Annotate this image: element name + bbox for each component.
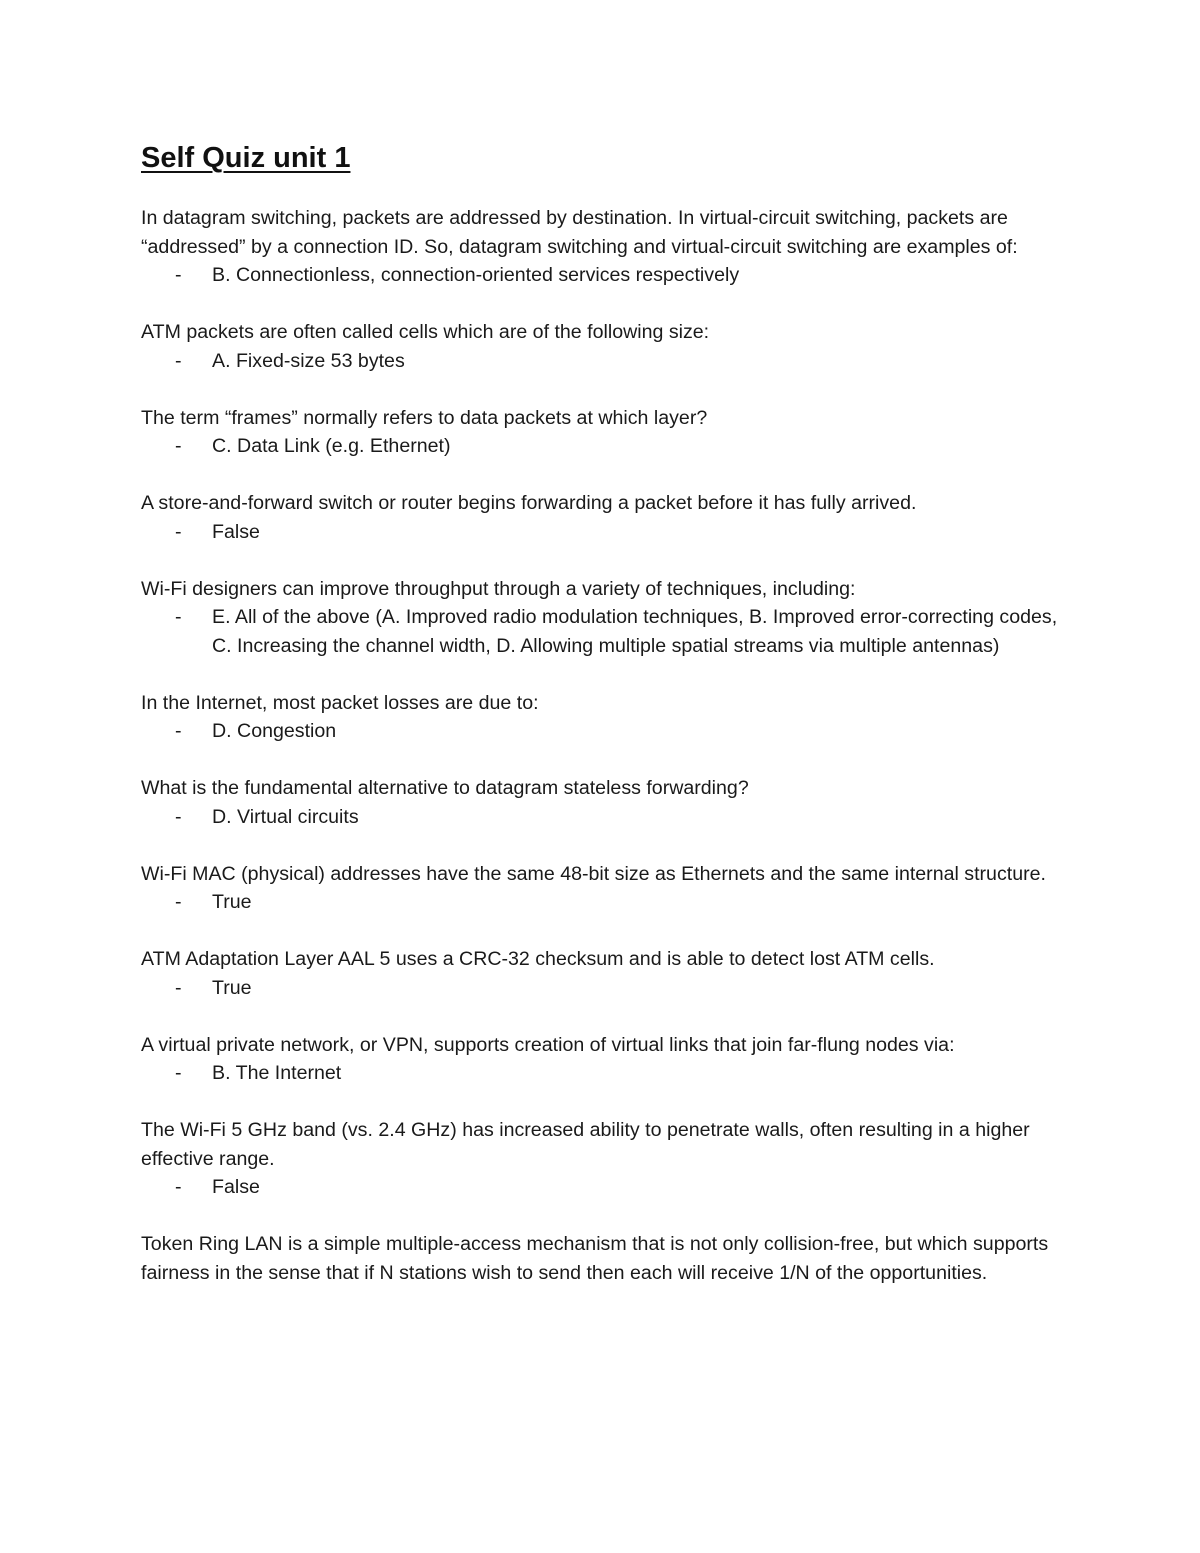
question-text: Wi-Fi designers can improve throughput through a variety of techniques, including:	[141, 577, 856, 600]
answer-text: B. The Internet	[212, 1062, 342, 1084]
bullet-dash: -	[175, 435, 182, 457]
question-text: A virtual private network, or VPN, supports creation of virtual links that join far-flung nodes via:	[141, 1033, 955, 1056]
question-text: Token Ring LAN is a simple multiple-access mechanism that is not only collision-free, but which supports fairness in the sense that if N stations wish to send then each will receive 1/N of the opportunities.	[141, 1233, 1049, 1284]
question-text: The term “frames” normally refers to data packets at which layer?	[141, 406, 708, 429]
bullet-dash: -	[175, 1176, 182, 1198]
answer-text: False	[212, 1176, 260, 1198]
answer-item	[141, 518, 1071, 547]
question-text: The Wi-Fi 5 GHz band (vs. 2.4 GHz) has increased ability to penetrate walls, often resulting in a higher effective range.	[141, 1119, 1030, 1170]
bullet-dash: -	[175, 720, 182, 742]
answer-item	[141, 888, 1071, 917]
quiz-item-8	[141, 860, 1071, 917]
document-title: Self Quiz unit 1	[141, 142, 351, 174]
document-body	[141, 138, 1071, 1316]
answer-item	[141, 347, 1071, 376]
bullet-dash: -	[175, 891, 182, 913]
question-text: A store-and-forward switch or router begins forwarding a packet before it has fully arrived.	[141, 492, 917, 514]
question-text: ATM packets are often called cells which are of the following size:	[141, 321, 710, 343]
quiz-item-9	[141, 945, 1071, 1002]
bullet-dash: -	[175, 520, 182, 543]
answer-text: A. Fixed-size 53 bytes	[212, 349, 405, 372]
question-text: ATM Adaptation Layer AAL 5 uses a CRC-32 checksum and is able to detect lost ATM cells.	[141, 948, 935, 970]
quiz-item-1	[141, 204, 1071, 290]
quiz-item-3	[141, 404, 1071, 461]
answer-item	[141, 1059, 1071, 1088]
answer-text: False	[212, 520, 260, 543]
question-text: Wi-Fi MAC (physical) addresses have the same 48-bit size as Ethernets and the same internal structure.	[141, 862, 1046, 885]
answer-item	[141, 261, 1071, 290]
answer-item	[141, 974, 1071, 1003]
quiz-item-6	[141, 689, 1071, 746]
bullet-dash: -	[175, 606, 182, 628]
answer-text: True	[212, 891, 252, 913]
bullet-dash: -	[175, 349, 182, 372]
question-text: In the Internet, most packet losses are due to:	[141, 691, 539, 714]
answer-text: C. Data Link (e.g. Ethernet)	[212, 435, 451, 457]
question-text: In datagram switching, packets are addressed by destination. In virtual-circuit switching, packets are “addressed” by a connection ID. So, datagram switching and virtual-circuit switching are examples of:	[141, 207, 1018, 258]
quiz-item-4	[141, 489, 1071, 546]
bullet-dash: -	[175, 1062, 182, 1084]
bullet-dash: -	[175, 976, 182, 999]
quiz-item-11	[141, 1116, 1071, 1202]
quiz-item-2	[141, 318, 1071, 375]
quiz-item-12	[141, 1230, 1071, 1287]
answer-item	[141, 803, 1071, 832]
answer-text: B. Connectionless, connection-oriented services respectively	[212, 264, 740, 286]
bullet-dash: -	[175, 805, 182, 828]
answer-text: D. Congestion	[212, 720, 337, 742]
bullet-dash: -	[175, 264, 182, 286]
answer-item	[141, 1173, 1071, 1202]
answer-text: D. Virtual circuits	[212, 805, 359, 828]
quiz-item-5	[141, 575, 1071, 661]
quiz-item-7	[141, 774, 1071, 831]
answer-item	[141, 603, 1071, 660]
answer-text: True	[212, 976, 252, 999]
question-text: What is the fundamental alternative to datagram stateless forwarding?	[141, 777, 749, 799]
answer-text: E. All of the above (A. Improved radio modulation techniques, B. Improved error-correcting codes, C. Increasing the channel width, D. Allowing multiple spatial streams via multiple antennas)	[212, 606, 1058, 657]
answer-item	[141, 432, 1071, 461]
quiz-item-10	[141, 1031, 1071, 1088]
answer-item	[141, 717, 1071, 746]
